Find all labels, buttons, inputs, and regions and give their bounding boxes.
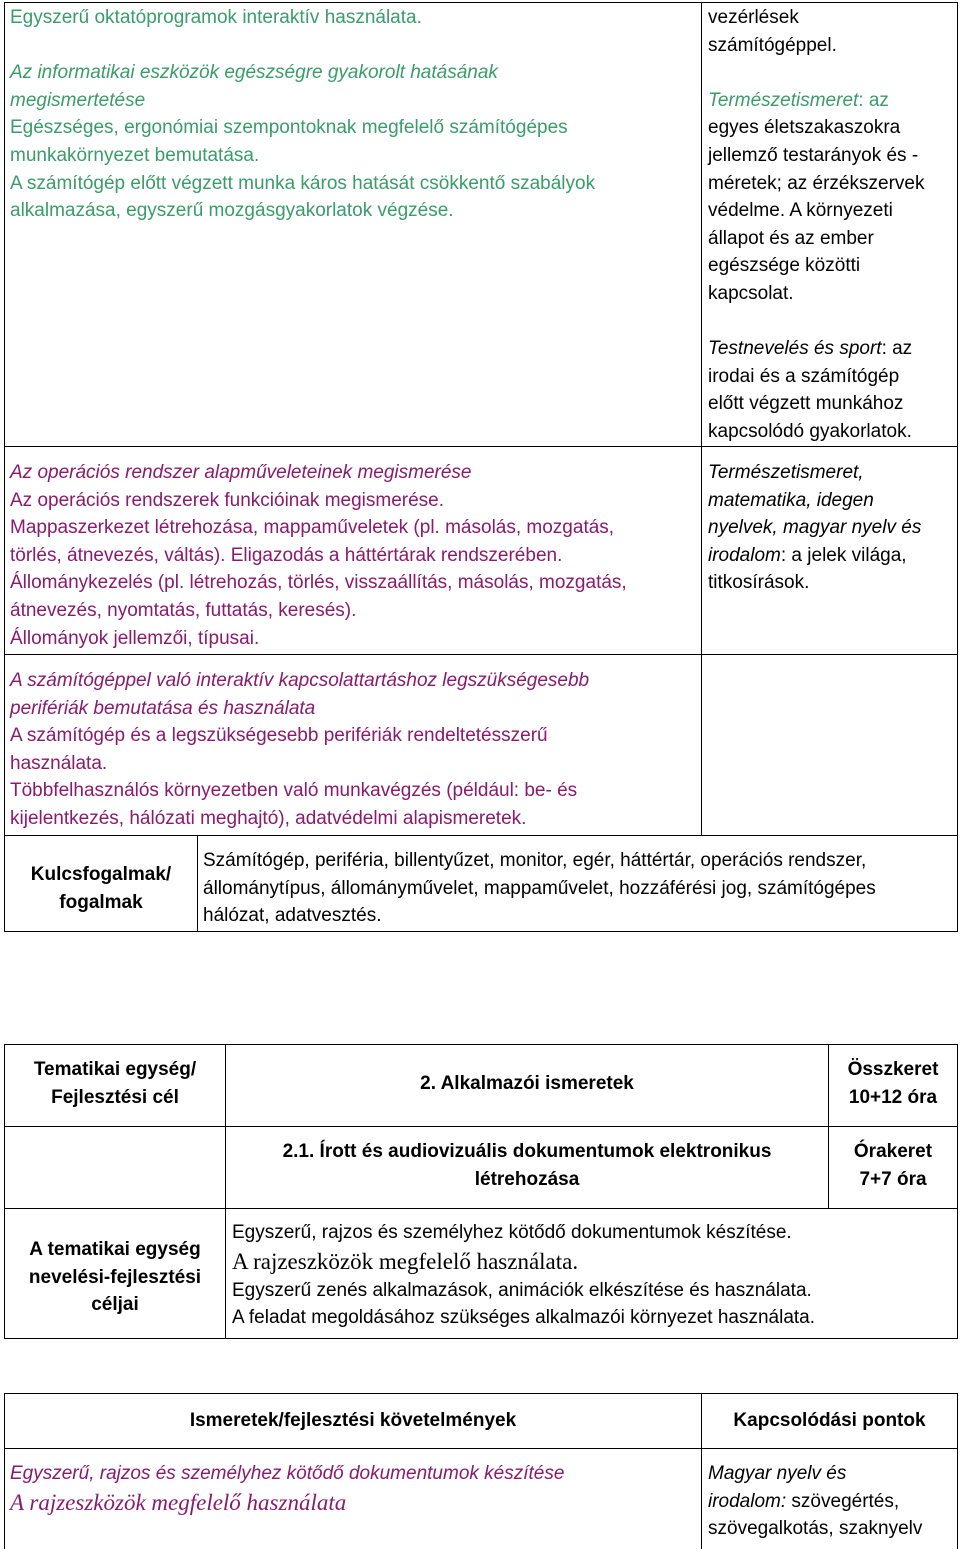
text-line: [708, 542, 956, 570]
total-hours-value: 10+12 óra: [848, 1086, 938, 1108]
goals-label-line: nevelési-fejlesztési: [28, 1266, 202, 1288]
subunit-hours-label: Órakeret: [853, 1141, 933, 1162]
text-line: [708, 335, 956, 363]
table-border: [4, 2, 958, 3]
connection-points-cell: [708, 459, 956, 597]
table-border: [701, 2, 702, 836]
text-line: [708, 225, 956, 253]
text-line: [10, 32, 698, 60]
text-line: Állományok jellemzői, típusai.: [10, 627, 260, 649]
unit-label-line: Tematikai egység/: [33, 1059, 197, 1080]
table-border: [4, 931, 958, 932]
column-header-requirements: [5, 1407, 701, 1435]
requirements-cell: [10, 459, 698, 652]
keywords-value: [203, 847, 957, 930]
text-run: : a jelek világa,: [780, 544, 907, 566]
text-line: Egyszerű oktatóprogramok interaktív használata.: [10, 7, 422, 28]
text-run: kapcsolat.: [708, 282, 794, 304]
text-line: megismertetése: [10, 89, 146, 111]
text-line: kijelentkezés, hálózati meghajtó), adatvédelmi alapismeretek.: [10, 807, 527, 829]
goals-label-line: céljai: [91, 1294, 139, 1316]
text-run: A környezeti: [789, 200, 893, 222]
text-line: A feladat megoldásához szükséges alkalmazói környezet használata.: [232, 1307, 816, 1329]
unit-header-table: [4, 1044, 958, 1340]
table-border: [4, 2, 5, 932]
text-run: vezérlések: [708, 7, 799, 28]
text-line: [708, 1515, 956, 1543]
text-line: [708, 569, 956, 597]
text-line: Egyszerű, rajzos és személyhez kötődő dokumentumok készítése.: [232, 1222, 792, 1243]
text-run: Testnevelés és sport: [708, 338, 882, 360]
text-run: egyes életszakaszokra: [708, 117, 901, 139]
table-border: [957, 1393, 958, 1549]
keywords-label-line: Kulcsfogalmak/: [30, 864, 172, 885]
text-line: használata.: [10, 752, 108, 774]
text-line: [708, 514, 956, 542]
text-run: titkosírások.: [708, 572, 810, 594]
text-run: nyelvek, magyar nyelv és: [708, 517, 922, 539]
subunit-hours-value: 7+7 óra: [859, 1168, 927, 1190]
text-run: védelme.: [708, 200, 790, 222]
text-run: előtt végzett munkához: [708, 393, 904, 415]
text-line: A rajzeszközök megfelelő használata.: [232, 1248, 579, 1274]
subunit-hours: [829, 1138, 957, 1193]
text-line: [708, 59, 956, 87]
total-hours-label: Összkeret: [847, 1059, 939, 1080]
table-border: [4, 1126, 958, 1127]
text-line: [708, 487, 956, 515]
text-run: : az: [858, 89, 889, 111]
text-line: törlés, átnevezés, váltás). Eligazodás a háttértárak rendszerében.: [10, 544, 563, 566]
text-line: [708, 1488, 956, 1516]
column-header-text: Ismeretek/fejlesztési követelmények: [189, 1410, 517, 1431]
text-line: átnevezés, nyomtatás, futtatás, keresés).: [10, 599, 357, 621]
text-run: számítógéppel.: [708, 34, 837, 56]
text-line: A rajzeszközök megfelelő használata: [10, 1489, 347, 1515]
text-run: matematika, idegen: [708, 489, 874, 511]
text-run: kapcsolódó gyakorlatok.: [708, 420, 912, 442]
keywords-line: állománytípus, állományművelet, mappaművelet, hozzáférési jog, számítógépes: [203, 877, 876, 899]
connection-points-cell: [708, 4, 956, 446]
unit-label: [5, 1056, 225, 1111]
text-line: [708, 197, 956, 225]
table-border: [4, 654, 958, 655]
text-run: irodalom:: [708, 1490, 787, 1512]
table-border: [4, 1208, 958, 1209]
text-line: alkalmazása, egyszerű mozgásgyakorlatok végzése.: [10, 200, 454, 222]
requirements-table: [4, 1393, 958, 1549]
text-run: egészsége közötti: [708, 255, 861, 277]
text-run: : az: [881, 338, 913, 360]
text-line: A számítógép és a legszükségesebb perifériák rendeltetésszerű: [10, 725, 548, 747]
goals-label-line: A tematikai egység: [29, 1239, 201, 1260]
text-line: [708, 390, 956, 418]
text-run: szövegalkotás, szaknyelv: [708, 1518, 923, 1540]
text-line: Az informatikai eszközök egészségre gyakorolt hatásának: [10, 62, 498, 84]
table-border: [4, 835, 958, 836]
table-border: [4, 1393, 958, 1394]
text-line: Az operációs rendszer alapműveleteinek megismerése: [10, 462, 472, 483]
subunit-title-line: létrehozása: [474, 1168, 580, 1190]
keywords-line: Számítógép, periféria, billentyűzet, monitor, egér, háttértár, operációs rendszer,: [203, 850, 867, 871]
content-table: [4, 2, 958, 934]
table-border: [197, 835, 198, 932]
table-border: [4, 1448, 958, 1449]
keywords-label: [5, 861, 197, 916]
text-line: A számítógép előtt végzett munka káros hatását csökkentő szabályok: [10, 172, 596, 194]
text-line: [708, 308, 956, 336]
connection-points-cell: [708, 1460, 956, 1543]
text-run: állapot és az ember: [708, 227, 874, 249]
keywords-line: hálózat, adatvesztés.: [203, 905, 382, 927]
text-line: A számítógéppel való interaktív kapcsolattartáshoz legszükségesebb: [10, 670, 590, 691]
text-line: Egyszerű zenés alkalmazások, animációk elkészítése és használata.: [232, 1279, 812, 1301]
text-line: [708, 418, 956, 446]
text-line: Többfelhasználós környezetben való munkavégzés (például: be- és: [10, 780, 578, 802]
text-line: munkakörnyezet bemutatása.: [10, 144, 260, 166]
table-border: [957, 1044, 958, 1339]
text-run: jellemző testarányok és -: [708, 144, 919, 166]
text-line: [708, 4, 956, 32]
total-hours: [829, 1056, 957, 1111]
unit-title: [226, 1070, 828, 1098]
text-line: Mappaszerkezet létrehozása, mappaműveletek (pl. másolás, mozgatás,: [10, 517, 615, 539]
column-header-connections: [702, 1407, 957, 1435]
text-run: Természetismeret: [708, 89, 859, 111]
subunit-title-line: 2.1. Írott és audiovizuális dokumentumok elektronikus: [282, 1141, 772, 1162]
text-line: [708, 87, 956, 115]
text-run: szövegértés,: [786, 1490, 900, 1512]
subunit-title: [226, 1138, 828, 1193]
text-run: irodai és a számítógép: [708, 365, 900, 387]
column-header-text: Kapcsolódási pontok: [733, 1410, 926, 1431]
table-border: [4, 446, 958, 447]
requirements-cell: [10, 667, 698, 833]
text-line: Állománykezelés (pl. létrehozás, törlés, visszaállítás, másolás, mozgatás,: [10, 572, 627, 594]
requirements-cell: [10, 4, 698, 225]
unit-title-text: 2. Alkalmazói ismeretek: [420, 1073, 634, 1094]
text-line: [708, 114, 956, 142]
text-line: [708, 280, 956, 308]
text-line: [708, 142, 956, 170]
text-run: irodalom: [708, 544, 781, 566]
table-border: [957, 2, 958, 932]
text-run: Magyar nyelv és: [708, 1463, 847, 1484]
goals-label: [5, 1236, 225, 1319]
unit-label-line: Fejlesztési cél: [51, 1086, 179, 1108]
requirements-cell: [10, 1460, 698, 1518]
text-line: Egészséges, ergonómiai szempontoknak megfelelő számítógépes: [10, 117, 568, 139]
goals-value: [232, 1219, 956, 1332]
text-line: [708, 252, 956, 280]
text-line: [708, 459, 956, 487]
text-line: [708, 32, 956, 60]
keywords-label-line: fogalmak: [59, 891, 143, 913]
text-line: [708, 1460, 956, 1488]
text-line: Az operációs rendszerek funkcióinak megismerése.: [10, 489, 445, 511]
table-border: [4, 1338, 958, 1339]
text-run: méretek; az érzékszervek: [708, 172, 925, 194]
text-line: [708, 363, 956, 391]
text-line: [708, 170, 956, 198]
table-border: [4, 1044, 958, 1045]
text-line: Egyszerű, rajzos és személyhez kötődő dokumentumok készítése: [10, 1463, 565, 1484]
text-line: perifériák bemutatása és használata: [10, 697, 316, 719]
text-run: Természetismeret,: [708, 462, 864, 483]
